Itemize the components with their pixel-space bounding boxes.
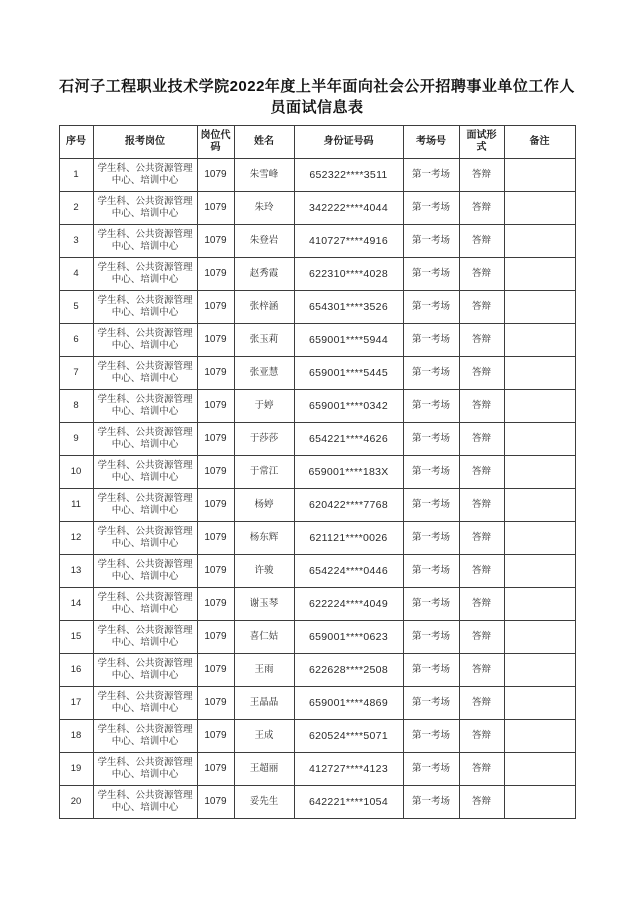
cell-no: 8 [59,390,93,423]
cell-remarks [504,621,575,654]
cell-interview-format: 答辩 [459,192,504,225]
cell-position: 学生科、公共资源管理中心、培训中心 [93,753,197,786]
cell-remarks [504,720,575,753]
cell-name: 妥先生 [234,786,294,819]
cell-name: 朱玲 [234,192,294,225]
cell-interview-format: 答辩 [459,687,504,720]
cell-no: 1 [59,159,93,192]
cell-position-code: 1079 [197,555,234,588]
cell-interview-format: 答辩 [459,489,504,522]
cell-id-number: 620422****7768 [294,489,403,522]
table-row [59,423,575,456]
cell-position: 学生科、公共资源管理中心、培训中心 [93,324,197,357]
cell-name: 于婷 [234,390,294,423]
cell-exam-room: 第一考场 [403,291,459,324]
cell-position-code: 1079 [197,720,234,753]
cell-id-number: 642221****1054 [294,786,403,819]
table-row [59,621,575,654]
table-row [59,258,575,291]
cell-exam-room: 第一考场 [403,588,459,621]
table-row [59,687,575,720]
cell-no: 3 [59,225,93,258]
cell-no: 13 [59,555,93,588]
cell-position-code: 1079 [197,489,234,522]
cell-remarks [504,225,575,258]
cell-position-code: 1079 [197,621,234,654]
cell-position-code: 1079 [197,786,234,819]
cell-id-number: 622224****4049 [294,588,403,621]
cell-name: 杨婷 [234,489,294,522]
cell-remarks [504,786,575,819]
cell-remarks [504,192,575,225]
cell-position-code: 1079 [197,291,234,324]
cell-position: 学生科、公共资源管理中心、培训中心 [93,456,197,489]
cell-interview-format: 答辩 [459,753,504,786]
cell-id-number: 659001****183X [294,456,403,489]
cell-name: 张亚慧 [234,357,294,390]
header-remarks: 备注 [504,126,575,159]
cell-id-number: 654221****4626 [294,423,403,456]
cell-interview-format: 答辩 [459,225,504,258]
cell-id-number: 410727****4916 [294,225,403,258]
cell-position-code: 1079 [197,687,234,720]
cell-position-code: 1079 [197,324,234,357]
cell-position-code: 1079 [197,357,234,390]
cell-name: 张玉莉 [234,324,294,357]
cell-exam-room: 第一考场 [403,621,459,654]
cell-remarks [504,654,575,687]
cell-position: 学生科、公共资源管理中心、培训中心 [93,423,197,456]
cell-name: 张梓涵 [234,291,294,324]
cell-name: 许骏 [234,555,294,588]
cell-position: 学生科、公共资源管理中心、培训中心 [93,489,197,522]
cell-id-number: 659001****0342 [294,390,403,423]
cell-exam-room: 第一考场 [403,390,459,423]
cell-id-number: 654301****3526 [294,291,403,324]
cell-remarks [504,423,575,456]
table-row [59,555,575,588]
cell-interview-format: 答辩 [459,291,504,324]
cell-position-code: 1079 [197,654,234,687]
cell-remarks [504,522,575,555]
document-title: 石河子工程职业技术学院2022年度上半年面向社会公开招聘事业单位工作人员面试信息表 [59,78,575,116]
cell-position: 学生科、公共资源管理中心、培训中心 [93,522,197,555]
table-row [59,192,575,225]
cell-name: 王晶晶 [234,687,294,720]
cell-exam-room: 第一考场 [403,753,459,786]
cell-position-code: 1079 [197,423,234,456]
cell-interview-format: 答辩 [459,423,504,456]
cell-id-number: 622628****2508 [294,654,403,687]
cell-id-number: 654224****0446 [294,555,403,588]
cell-interview-format: 答辩 [459,357,504,390]
cell-position: 学生科、公共资源管理中心、培训中心 [93,720,197,753]
cell-position: 学生科、公共资源管理中心、培训中心 [93,225,197,258]
cell-remarks [504,390,575,423]
header-no: 序号 [59,126,93,159]
cell-id-number: 622310****4028 [294,258,403,291]
cell-id-number: 620524****5071 [294,720,403,753]
table-row [59,456,575,489]
cell-remarks [504,456,575,489]
cell-position: 学生科、公共资源管理中心、培训中心 [93,786,197,819]
header-exam-room: 考场号 [403,126,459,159]
table-row [59,225,575,258]
cell-name: 杨东辉 [234,522,294,555]
cell-no: 6 [59,324,93,357]
cell-position: 学生科、公共资源管理中心、培训中心 [93,258,197,291]
table-row [59,753,575,786]
cell-interview-format: 答辩 [459,786,504,819]
cell-remarks [504,687,575,720]
cell-name: 王成 [234,720,294,753]
cell-name: 赵秀霞 [234,258,294,291]
cell-name: 王雨 [234,654,294,687]
table-header-row [59,126,575,159]
cell-remarks [504,588,575,621]
cell-position-code: 1079 [197,753,234,786]
cell-no: 14 [59,588,93,621]
cell-interview-format: 答辩 [459,588,504,621]
cell-name: 谢玉琴 [234,588,294,621]
cell-no: 5 [59,291,93,324]
cell-position-code: 1079 [197,258,234,291]
cell-position-code: 1079 [197,192,234,225]
cell-position: 学生科、公共资源管理中心、培训中心 [93,390,197,423]
cell-position: 学生科、公共资源管理中心、培训中心 [93,357,197,390]
cell-no: 19 [59,753,93,786]
cell-exam-room: 第一考场 [403,192,459,225]
cell-position: 学生科、公共资源管理中心、培训中心 [93,654,197,687]
cell-id-number: 412727****4123 [294,753,403,786]
cell-exam-room: 第一考场 [403,786,459,819]
cell-name: 于常江 [234,456,294,489]
cell-interview-format: 答辩 [459,555,504,588]
table-row [59,291,575,324]
cell-exam-room: 第一考场 [403,720,459,753]
cell-remarks [504,324,575,357]
cell-remarks [504,159,575,192]
cell-no: 15 [59,621,93,654]
cell-exam-room: 第一考场 [403,423,459,456]
table-row [59,522,575,555]
cell-name: 王超丽 [234,753,294,786]
cell-position: 学生科、公共资源管理中心、培训中心 [93,621,197,654]
table-row [59,654,575,687]
cell-id-number: 621121****0026 [294,522,403,555]
header-id-number: 身份证号码 [294,126,403,159]
cell-id-number: 652322****3511 [294,159,403,192]
cell-no: 9 [59,423,93,456]
cell-position-code: 1079 [197,225,234,258]
cell-id-number: 659001****0623 [294,621,403,654]
cell-interview-format: 答辩 [459,258,504,291]
cell-interview-format: 答辩 [459,159,504,192]
cell-position-code: 1079 [197,159,234,192]
header-position-code: 岗位代码 [197,126,234,159]
cell-no: 2 [59,192,93,225]
cell-position-code: 1079 [197,456,234,489]
interview-info-table [59,125,576,819]
cell-exam-room: 第一考场 [403,225,459,258]
cell-exam-room: 第一考场 [403,357,459,390]
cell-exam-room: 第一考场 [403,522,459,555]
table-row [59,357,575,390]
cell-no: 16 [59,654,93,687]
cell-interview-format: 答辩 [459,522,504,555]
cell-remarks [504,753,575,786]
cell-remarks [504,258,575,291]
cell-interview-format: 答辩 [459,456,504,489]
cell-exam-room: 第一考场 [403,654,459,687]
table-row [59,720,575,753]
table-row [59,786,575,819]
cell-no: 20 [59,786,93,819]
table-row [59,588,575,621]
cell-name: 于莎莎 [234,423,294,456]
cell-id-number: 659001****5944 [294,324,403,357]
cell-no: 11 [59,489,93,522]
header-interview-format: 面试形式 [459,126,504,159]
cell-interview-format: 答辩 [459,390,504,423]
cell-id-number: 659001****4869 [294,687,403,720]
cell-position-code: 1079 [197,588,234,621]
table-row [59,390,575,423]
cell-interview-format: 答辩 [459,720,504,753]
cell-name: 朱雪峰 [234,159,294,192]
cell-position-code: 1079 [197,522,234,555]
cell-no: 12 [59,522,93,555]
cell-id-number: 659001****5445 [294,357,403,390]
cell-position: 学生科、公共资源管理中心、培训中心 [93,555,197,588]
cell-no: 17 [59,687,93,720]
cell-remarks [504,489,575,522]
header-position: 报考岗位 [93,126,197,159]
cell-no: 18 [59,720,93,753]
cell-name: 朱登岩 [234,225,294,258]
cell-no: 10 [59,456,93,489]
cell-interview-format: 答辩 [459,654,504,687]
header-name: 姓名 [234,126,294,159]
cell-interview-format: 答辩 [459,621,504,654]
cell-exam-room: 第一考场 [403,324,459,357]
cell-remarks [504,291,575,324]
cell-position: 学生科、公共资源管理中心、培训中心 [93,291,197,324]
cell-remarks [504,357,575,390]
cell-name: 喜仁姑 [234,621,294,654]
table-row [59,324,575,357]
table-row [59,159,575,192]
cell-position-code: 1079 [197,390,234,423]
cell-no: 7 [59,357,93,390]
cell-position: 学生科、公共资源管理中心、培训中心 [93,192,197,225]
cell-position: 学生科、公共资源管理中心、培训中心 [93,159,197,192]
cell-exam-room: 第一考场 [403,456,459,489]
cell-position: 学生科、公共资源管理中心、培训中心 [93,588,197,621]
cell-interview-format: 答辩 [459,324,504,357]
cell-exam-room: 第一考场 [403,555,459,588]
table-row [59,489,575,522]
cell-id-number: 342222****4044 [294,192,403,225]
cell-no: 4 [59,258,93,291]
cell-remarks [504,555,575,588]
cell-exam-room: 第一考场 [403,687,459,720]
cell-exam-room: 第一考场 [403,489,459,522]
cell-position: 学生科、公共资源管理中心、培训中心 [93,687,197,720]
cell-exam-room: 第一考场 [403,258,459,291]
cell-exam-room: 第一考场 [403,159,459,192]
